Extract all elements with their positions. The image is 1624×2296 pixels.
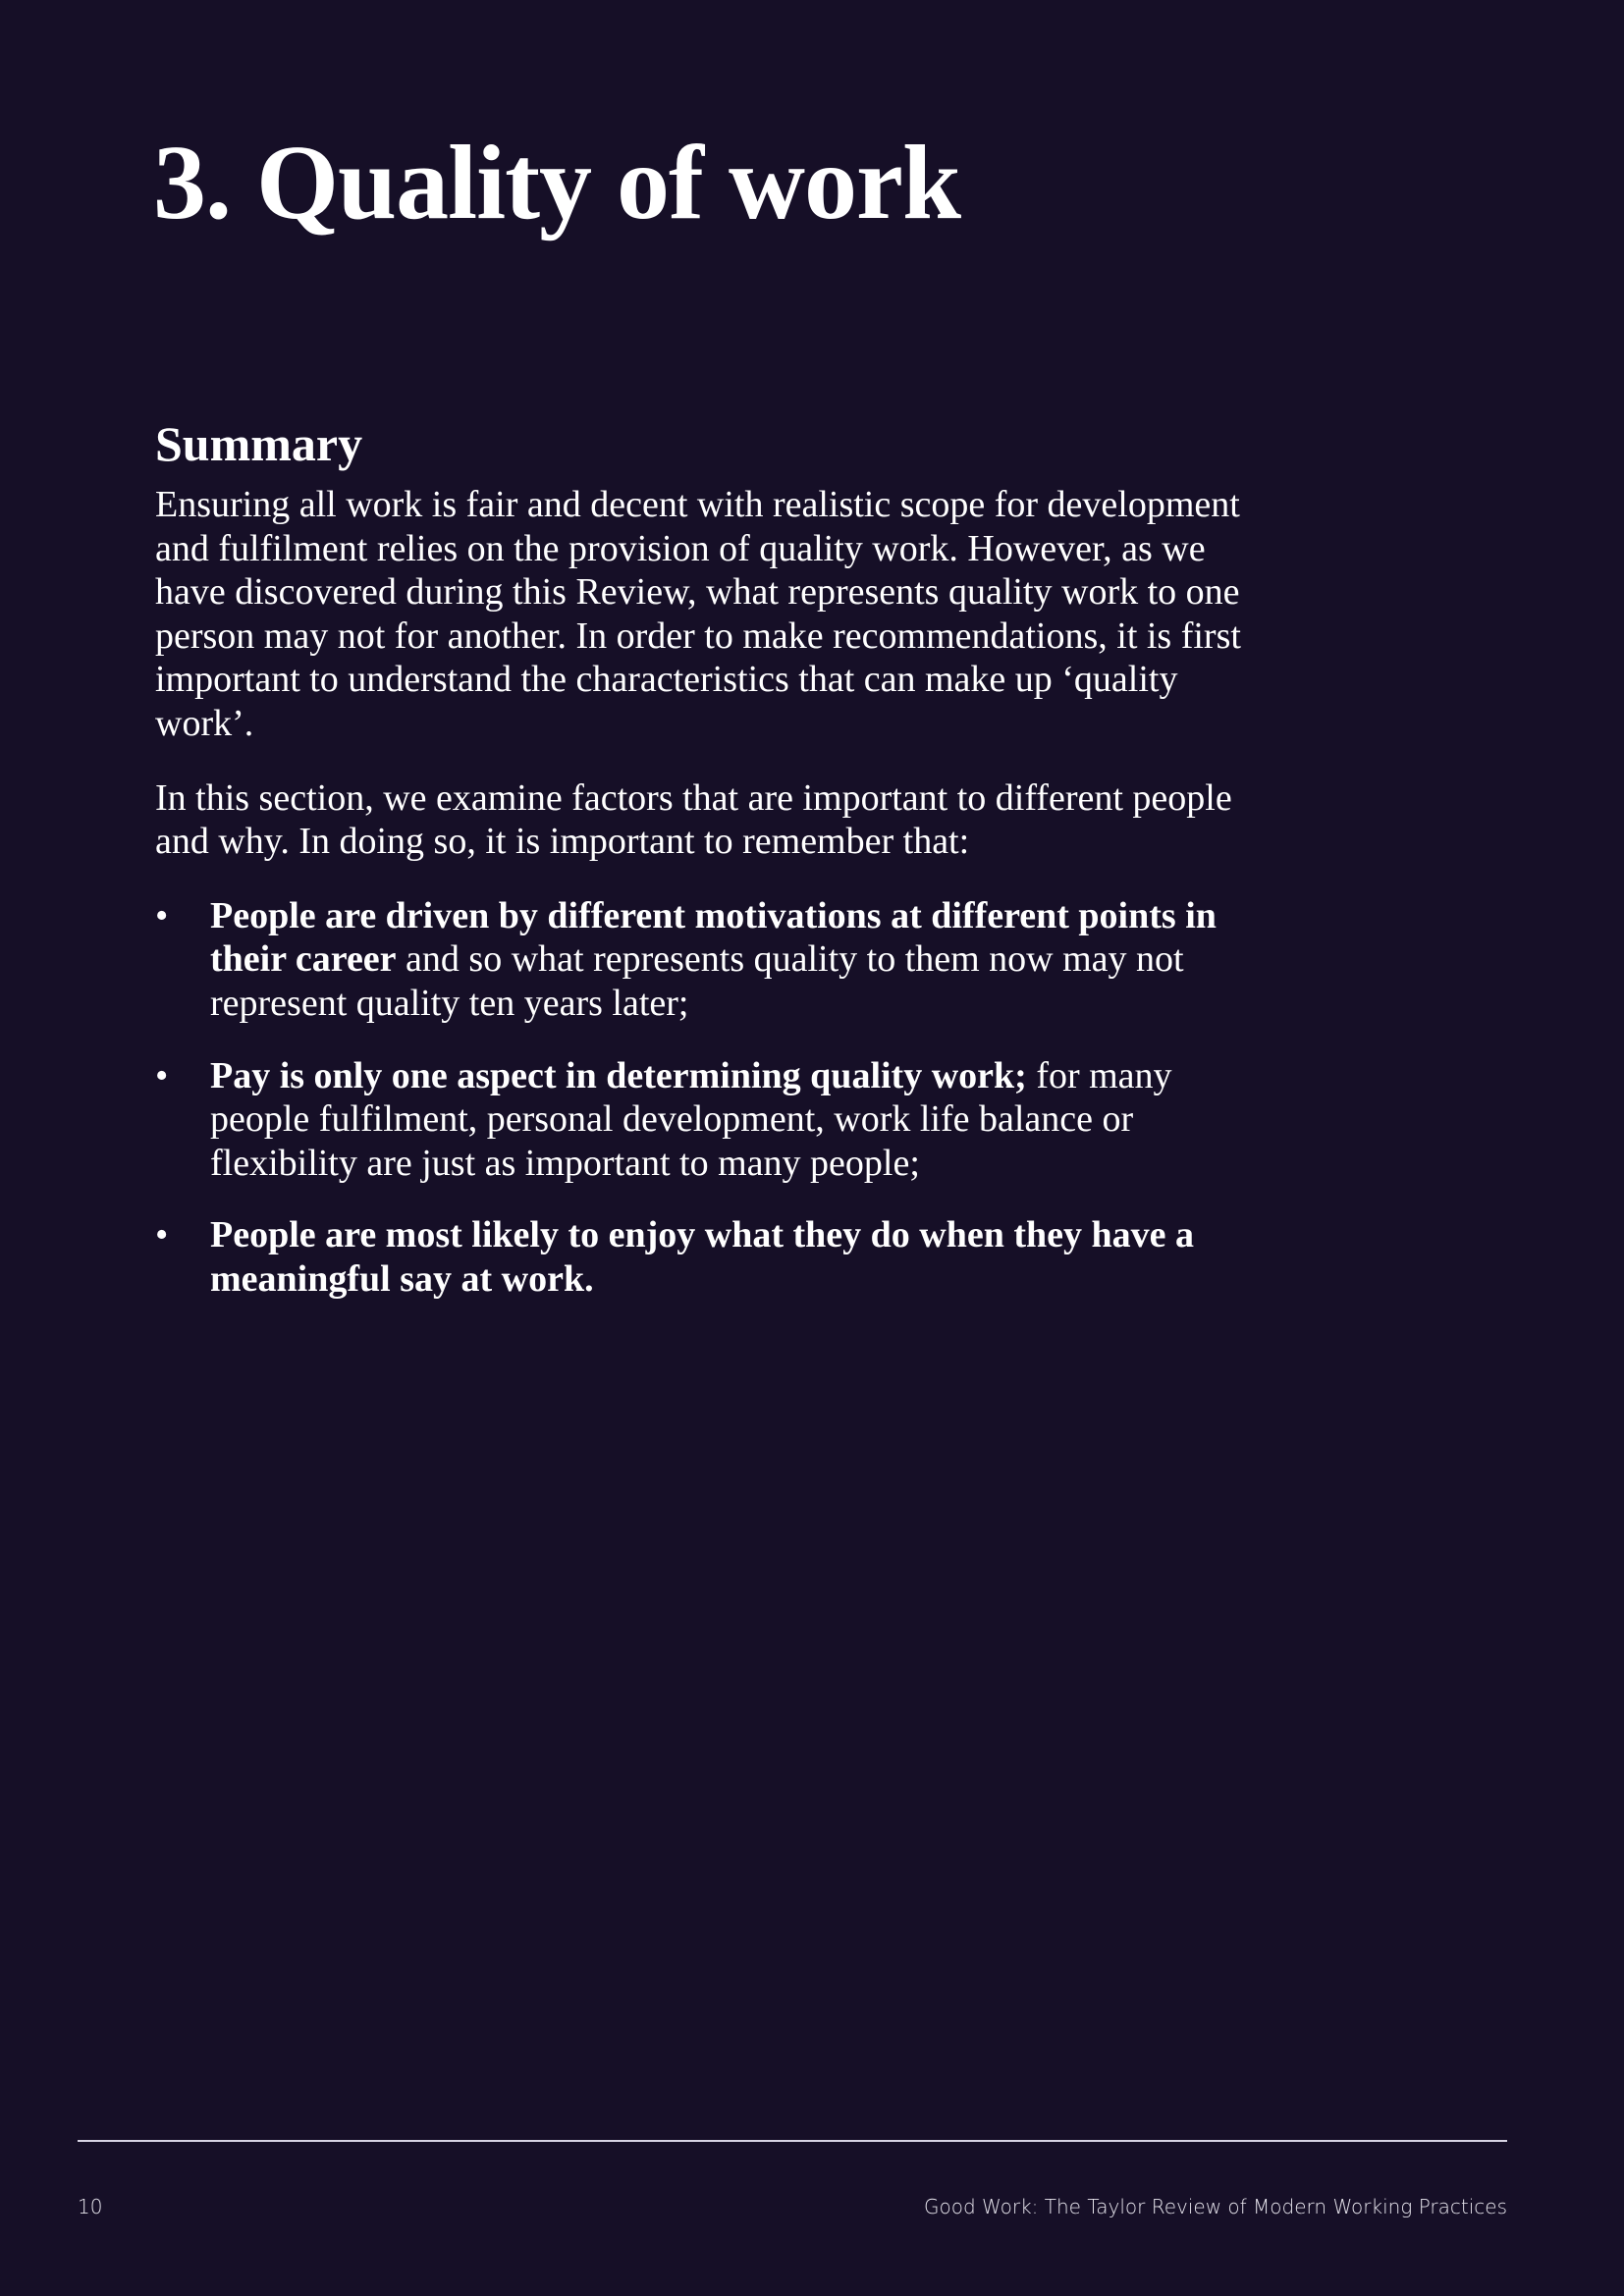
summary-heading: Summary — [155, 416, 363, 471]
bullet-text: and so what represents quality to them now may not represent quality ten years later; — [210, 938, 1184, 1024]
summary-section — [155, 412, 1247, 1330]
bullet-icon: • — [155, 1214, 169, 1256]
bullet-icon: • — [155, 894, 169, 936]
paragraph: Ensuring all work is fair and decent with realistic scope for development and fulfilment relies on the provision of quality work. However, as we have discovered during this Review, what represents quality work to one person may not for another. In order to make recommendations, it is first important to understand the characteristics that can make up ‘quality work’. — [155, 484, 1241, 744]
page-title: 3. Quality of work — [153, 125, 961, 241]
bullet-item — [155, 1213, 1247, 1301]
footer-divider — [78, 2140, 1507, 2142]
bullet-item — [155, 894, 1247, 1026]
bullet-text: for many people fulfilment, personal development, work life balance or flexibility are just as important to many people; — [210, 1054, 1172, 1184]
bullet-list — [155, 894, 1247, 1302]
page-number: 10 — [78, 2195, 103, 2218]
bullet-bold-text: Pay is only one aspect in determining quality work; — [210, 1054, 1027, 1096]
bullet-icon: • — [155, 1054, 169, 1096]
bullet-item — [155, 1054, 1247, 1186]
footer-document-title: Good Work: The Taylor Review of Modern Working Practices — [924, 2195, 1507, 2218]
bullet-bold-text: People are driven by different motivations at different points in their career — [210, 894, 1217, 981]
paragraph: In this section, we examine factors that are important to different people and why. In doing so, it is important to remember that: — [155, 776, 1232, 863]
bullet-bold-text: People are most likely to enjoy what they do when they have a meaningful say at work. — [210, 1214, 1195, 1300]
